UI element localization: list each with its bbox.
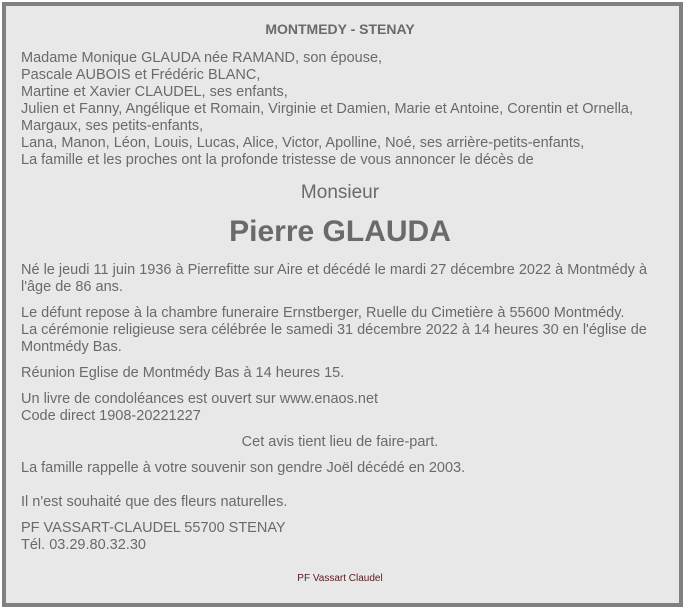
- direct-code: Code direct 1908-20221227: [21, 408, 201, 424]
- deceased-name: Pierre GLAUDA: [229, 215, 451, 248]
- family-line: Madame Monique GLAUDA née RAMAND, son épouse,: [21, 50, 383, 66]
- remembrance-text: La famille rappelle à votre souvenir son gendre Joël décédé en 2003.: [21, 460, 466, 476]
- family-line: Martine et Xavier CLAUDEL, ses enfants,: [21, 84, 288, 100]
- rest-place-text: Le défunt repose à la chambre funeraire Ernstberger, Ruelle du Cimetière à 55600 Montmédy.: [21, 305, 625, 321]
- obituary-notice: [2, 2, 683, 607]
- family-line: Julien et Fanny, Angélique et Romain, Virginie et Damien, Marie et Antoine, Corentin et Ornella, Margaux, ses petits-enfants,: [21, 101, 634, 134]
- meeting-text: Réunion Eglise de Montmédy Bas à 14 heures 15.: [21, 365, 345, 381]
- family-line: Pascale AUBOIS et Frédéric BLANC,: [21, 67, 261, 83]
- funeral-home: PF VASSART-CLAUDEL 55700 STENAY: [21, 520, 286, 536]
- family-line: Lana, Manon, Léon, Louis, Lucas, Alice, Victor, Apolline, Noé, ses arrière-petits-enfants,: [21, 135, 585, 151]
- phone: Tél. 03.29.80.32.30: [21, 537, 146, 553]
- family-line: La famille et les proches ont la profonde tristesse de vous annoncer le décès de: [21, 152, 534, 168]
- location-header: MONTMEDY - STENAY: [265, 21, 415, 37]
- footer-signature: PF Vassart Claudel: [297, 573, 383, 584]
- honorific: Monsieur: [300, 182, 380, 203]
- flowers-text: Il n'est souhaité que des fleurs naturelles.: [21, 494, 288, 510]
- condolences-text: Un livre de condoléances est ouvert sur www.enaos.net: [21, 391, 379, 407]
- notice-text: Cet avis tient lieu de faire-part.: [241, 434, 439, 450]
- birth-death-text: Né le jeudi 11 juin 1936 à Pierrefitte sur Aire et décédé le mardi 27 décembre 2022 à Montmédy à l'âge de 86 ans.: [21, 262, 648, 295]
- ceremony-text: La cérémonie religieuse sera célébrée le samedi 31 décembre 2022 à 14 heures 30 en l'église de Montmédy Bas.: [21, 322, 647, 355]
